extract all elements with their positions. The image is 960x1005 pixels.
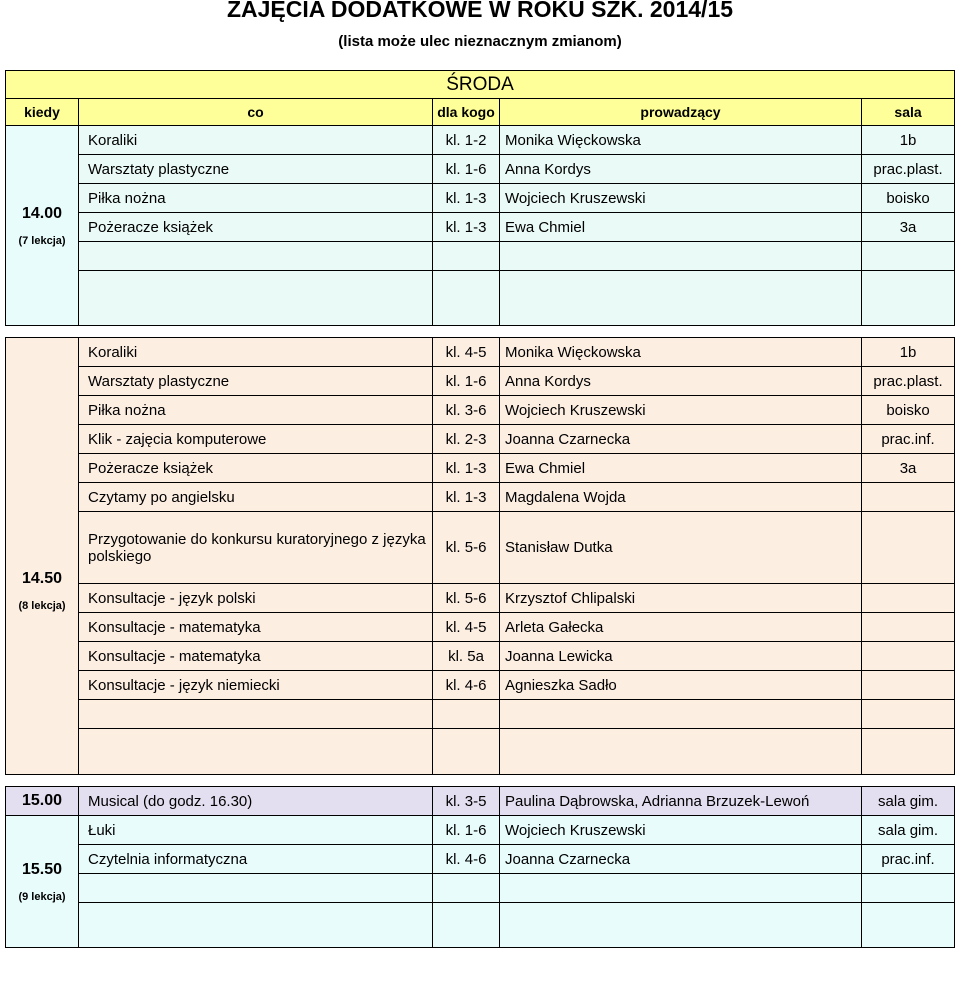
lesson-label: (7 lekcja) xyxy=(18,234,66,247)
room-cell xyxy=(862,483,955,512)
teacher-cell: Joanna Czarnecka xyxy=(500,845,862,874)
class-cell: kl. 1-6 xyxy=(433,367,500,396)
room-cell xyxy=(862,512,955,584)
page-title: ZAJĘCIA DODATKOWE W ROKU SZK. 2014/15 xyxy=(226,0,734,22)
teacher-cell xyxy=(500,874,862,903)
activity-cell: Piłka nożna xyxy=(79,396,433,425)
class-cell: kl. 4-5 xyxy=(433,338,500,367)
activity-cell: Koraliki xyxy=(79,126,433,155)
time-label: 14.00 xyxy=(21,204,63,222)
room-cell xyxy=(862,671,955,700)
class-cell: kl. 1-6 xyxy=(433,155,500,184)
class-cell: kl. 4-6 xyxy=(433,845,500,874)
class-cell xyxy=(433,271,500,326)
section-gap xyxy=(6,775,955,787)
teacher-cell: Ewa Chmiel xyxy=(500,213,862,242)
class-cell: kl. 5-6 xyxy=(433,584,500,613)
activity-cell: Pożeracze książek xyxy=(79,454,433,483)
class-cell: kl. 1-3 xyxy=(433,213,500,242)
room-cell xyxy=(862,642,955,671)
time-cell xyxy=(6,787,79,816)
table-row xyxy=(6,271,955,326)
activity-cell: Konsultacje - język niemiecki xyxy=(79,671,433,700)
activity-cell: Warsztaty plastyczne xyxy=(79,155,433,184)
day-header: ŚRODA xyxy=(6,71,955,99)
class-cell xyxy=(433,729,500,775)
teacher-cell: Wojciech Kruszewski xyxy=(500,396,862,425)
table-row xyxy=(6,184,955,213)
class-cell xyxy=(433,874,500,903)
table-row xyxy=(6,367,955,396)
header-dla-kogo: dla kogo xyxy=(433,99,500,126)
room-cell xyxy=(862,729,955,775)
table-row xyxy=(6,126,955,155)
teacher-cell: Joanna Czarnecka xyxy=(500,425,862,454)
teacher-cell xyxy=(500,242,862,271)
class-cell xyxy=(433,700,500,729)
room-cell xyxy=(862,874,955,903)
teacher-cell: Arleta Gałecka xyxy=(500,613,862,642)
room-cell: sala gim. xyxy=(862,787,955,816)
activity-cell: Konsultacje - język polski xyxy=(79,584,433,613)
teacher-cell: Magdalena Wojda xyxy=(500,483,862,512)
room-cell: prac.inf. xyxy=(862,425,955,454)
page-subtitle: (lista może ulec nieznacznym zmianom) xyxy=(338,33,622,50)
activity-cell: Czytamy po angielsku xyxy=(79,483,433,512)
class-cell: kl. 4-5 xyxy=(433,613,500,642)
time-label: 15.00 xyxy=(21,792,63,809)
schedule-table xyxy=(5,70,955,948)
table-row xyxy=(6,729,955,775)
room-cell: 3a xyxy=(862,213,955,242)
table-row xyxy=(6,483,955,512)
teacher-cell xyxy=(500,729,862,775)
activity-cell xyxy=(79,242,433,271)
table-row xyxy=(6,425,955,454)
teacher-cell: Paulina Dąbrowska, Adrianna Brzuzek-Lewoń xyxy=(500,787,862,816)
room-cell: boisko xyxy=(862,396,955,425)
activity-cell: Łuki xyxy=(79,816,433,845)
class-cell: kl. 5-6 xyxy=(433,512,500,584)
column-headers xyxy=(6,99,955,126)
time-cell xyxy=(6,816,79,948)
table-row xyxy=(6,613,955,642)
lesson-label: (8 lekcja) xyxy=(18,600,66,612)
class-cell: kl. 1-2 xyxy=(433,126,500,155)
header-sala: sala xyxy=(862,99,955,126)
class-cell: kl. 1-3 xyxy=(433,454,500,483)
table-row xyxy=(6,816,955,845)
table-row xyxy=(6,338,955,367)
room-cell xyxy=(862,242,955,271)
activity-cell: Musical (do godz. 16.30) xyxy=(79,787,433,816)
activity-cell: Piłka nożna xyxy=(79,184,433,213)
time-label: 15.50 xyxy=(21,860,63,878)
class-cell: kl. 4-6 xyxy=(433,671,500,700)
teacher-cell xyxy=(500,903,862,948)
room-cell: prac.plast. xyxy=(862,155,955,184)
activity-cell xyxy=(79,729,433,775)
room-cell: 3a xyxy=(862,454,955,483)
table-row xyxy=(6,903,955,948)
room-cell: 1b xyxy=(862,338,955,367)
table-row xyxy=(6,671,955,700)
table-row xyxy=(6,845,955,874)
activity-cell xyxy=(79,271,433,326)
room-cell: prac.inf. xyxy=(862,845,955,874)
class-cell: kl. 3-6 xyxy=(433,396,500,425)
room-cell: 1b xyxy=(862,126,955,155)
table-row xyxy=(6,642,955,671)
table-row xyxy=(6,787,955,816)
class-cell xyxy=(433,242,500,271)
class-cell xyxy=(433,903,500,948)
table-row xyxy=(6,155,955,184)
activity-cell: Konsultacje - matematyka xyxy=(79,613,433,642)
class-cell: kl. 5a xyxy=(433,642,500,671)
teacher-cell: Wojciech Kruszewski xyxy=(500,816,862,845)
time-cell xyxy=(6,338,79,775)
activity-cell: Koraliki xyxy=(79,338,433,367)
teacher-cell: Krzysztof Chlipalski xyxy=(500,584,862,613)
activity-cell xyxy=(79,903,433,948)
activity-cell: Konsultacje - matematyka xyxy=(79,642,433,671)
lesson-label: (9 lekcja) xyxy=(18,890,66,903)
teacher-cell: Agnieszka Sadło xyxy=(500,671,862,700)
table-row xyxy=(6,454,955,483)
activity-cell: Czytelnia informatyczna xyxy=(79,845,433,874)
header-kiedy: kiedy xyxy=(6,99,79,126)
time-cell xyxy=(6,126,79,326)
teacher-cell: Ewa Chmiel xyxy=(500,454,862,483)
class-cell: kl. 1-3 xyxy=(433,483,500,512)
class-cell: kl. 3-5 xyxy=(433,787,500,816)
room-cell xyxy=(862,613,955,642)
table-row xyxy=(6,396,955,425)
table-row xyxy=(6,874,955,903)
teacher-cell: Anna Kordys xyxy=(500,367,862,396)
activity-cell xyxy=(79,874,433,903)
teacher-cell xyxy=(500,271,862,326)
teacher-cell: Monika Więckowska xyxy=(500,126,862,155)
table-row xyxy=(6,213,955,242)
room-cell xyxy=(862,903,955,948)
teacher-cell: Joanna Lewicka xyxy=(500,642,862,671)
teacher-cell: Anna Kordys xyxy=(500,155,862,184)
room-cell xyxy=(862,700,955,729)
section-gap xyxy=(6,326,955,338)
teacher-cell: Wojciech Kruszewski xyxy=(500,184,862,213)
header-prowadzacy: prowadzący xyxy=(500,99,862,126)
table-row xyxy=(6,700,955,729)
room-cell xyxy=(862,584,955,613)
teacher-cell: Stanisław Dutka xyxy=(500,512,862,584)
header-co: co xyxy=(79,99,433,126)
class-cell: kl. 1-3 xyxy=(433,184,500,213)
activity-cell: Pożeracze książek xyxy=(79,213,433,242)
activity-cell: Warsztaty plastyczne xyxy=(79,367,433,396)
activity-cell: Przygotowanie do konkursu kuratoryjnego z języka polskiego xyxy=(79,512,433,584)
teacher-cell: Monika Więckowska xyxy=(500,338,862,367)
time-label: 14.50 xyxy=(21,570,63,587)
class-cell: kl. 1-6 xyxy=(433,816,500,845)
table-row xyxy=(6,584,955,613)
table-row xyxy=(6,512,955,584)
room-cell: prac.plast. xyxy=(862,367,955,396)
class-cell: kl. 2-3 xyxy=(433,425,500,454)
room-cell: boisko xyxy=(862,184,955,213)
activity-cell xyxy=(79,700,433,729)
room-cell xyxy=(862,271,955,326)
room-cell: sala gim. xyxy=(862,816,955,845)
table-row xyxy=(6,242,955,271)
activity-cell: Klik - zajęcia komputerowe xyxy=(79,425,433,454)
teacher-cell xyxy=(500,700,862,729)
